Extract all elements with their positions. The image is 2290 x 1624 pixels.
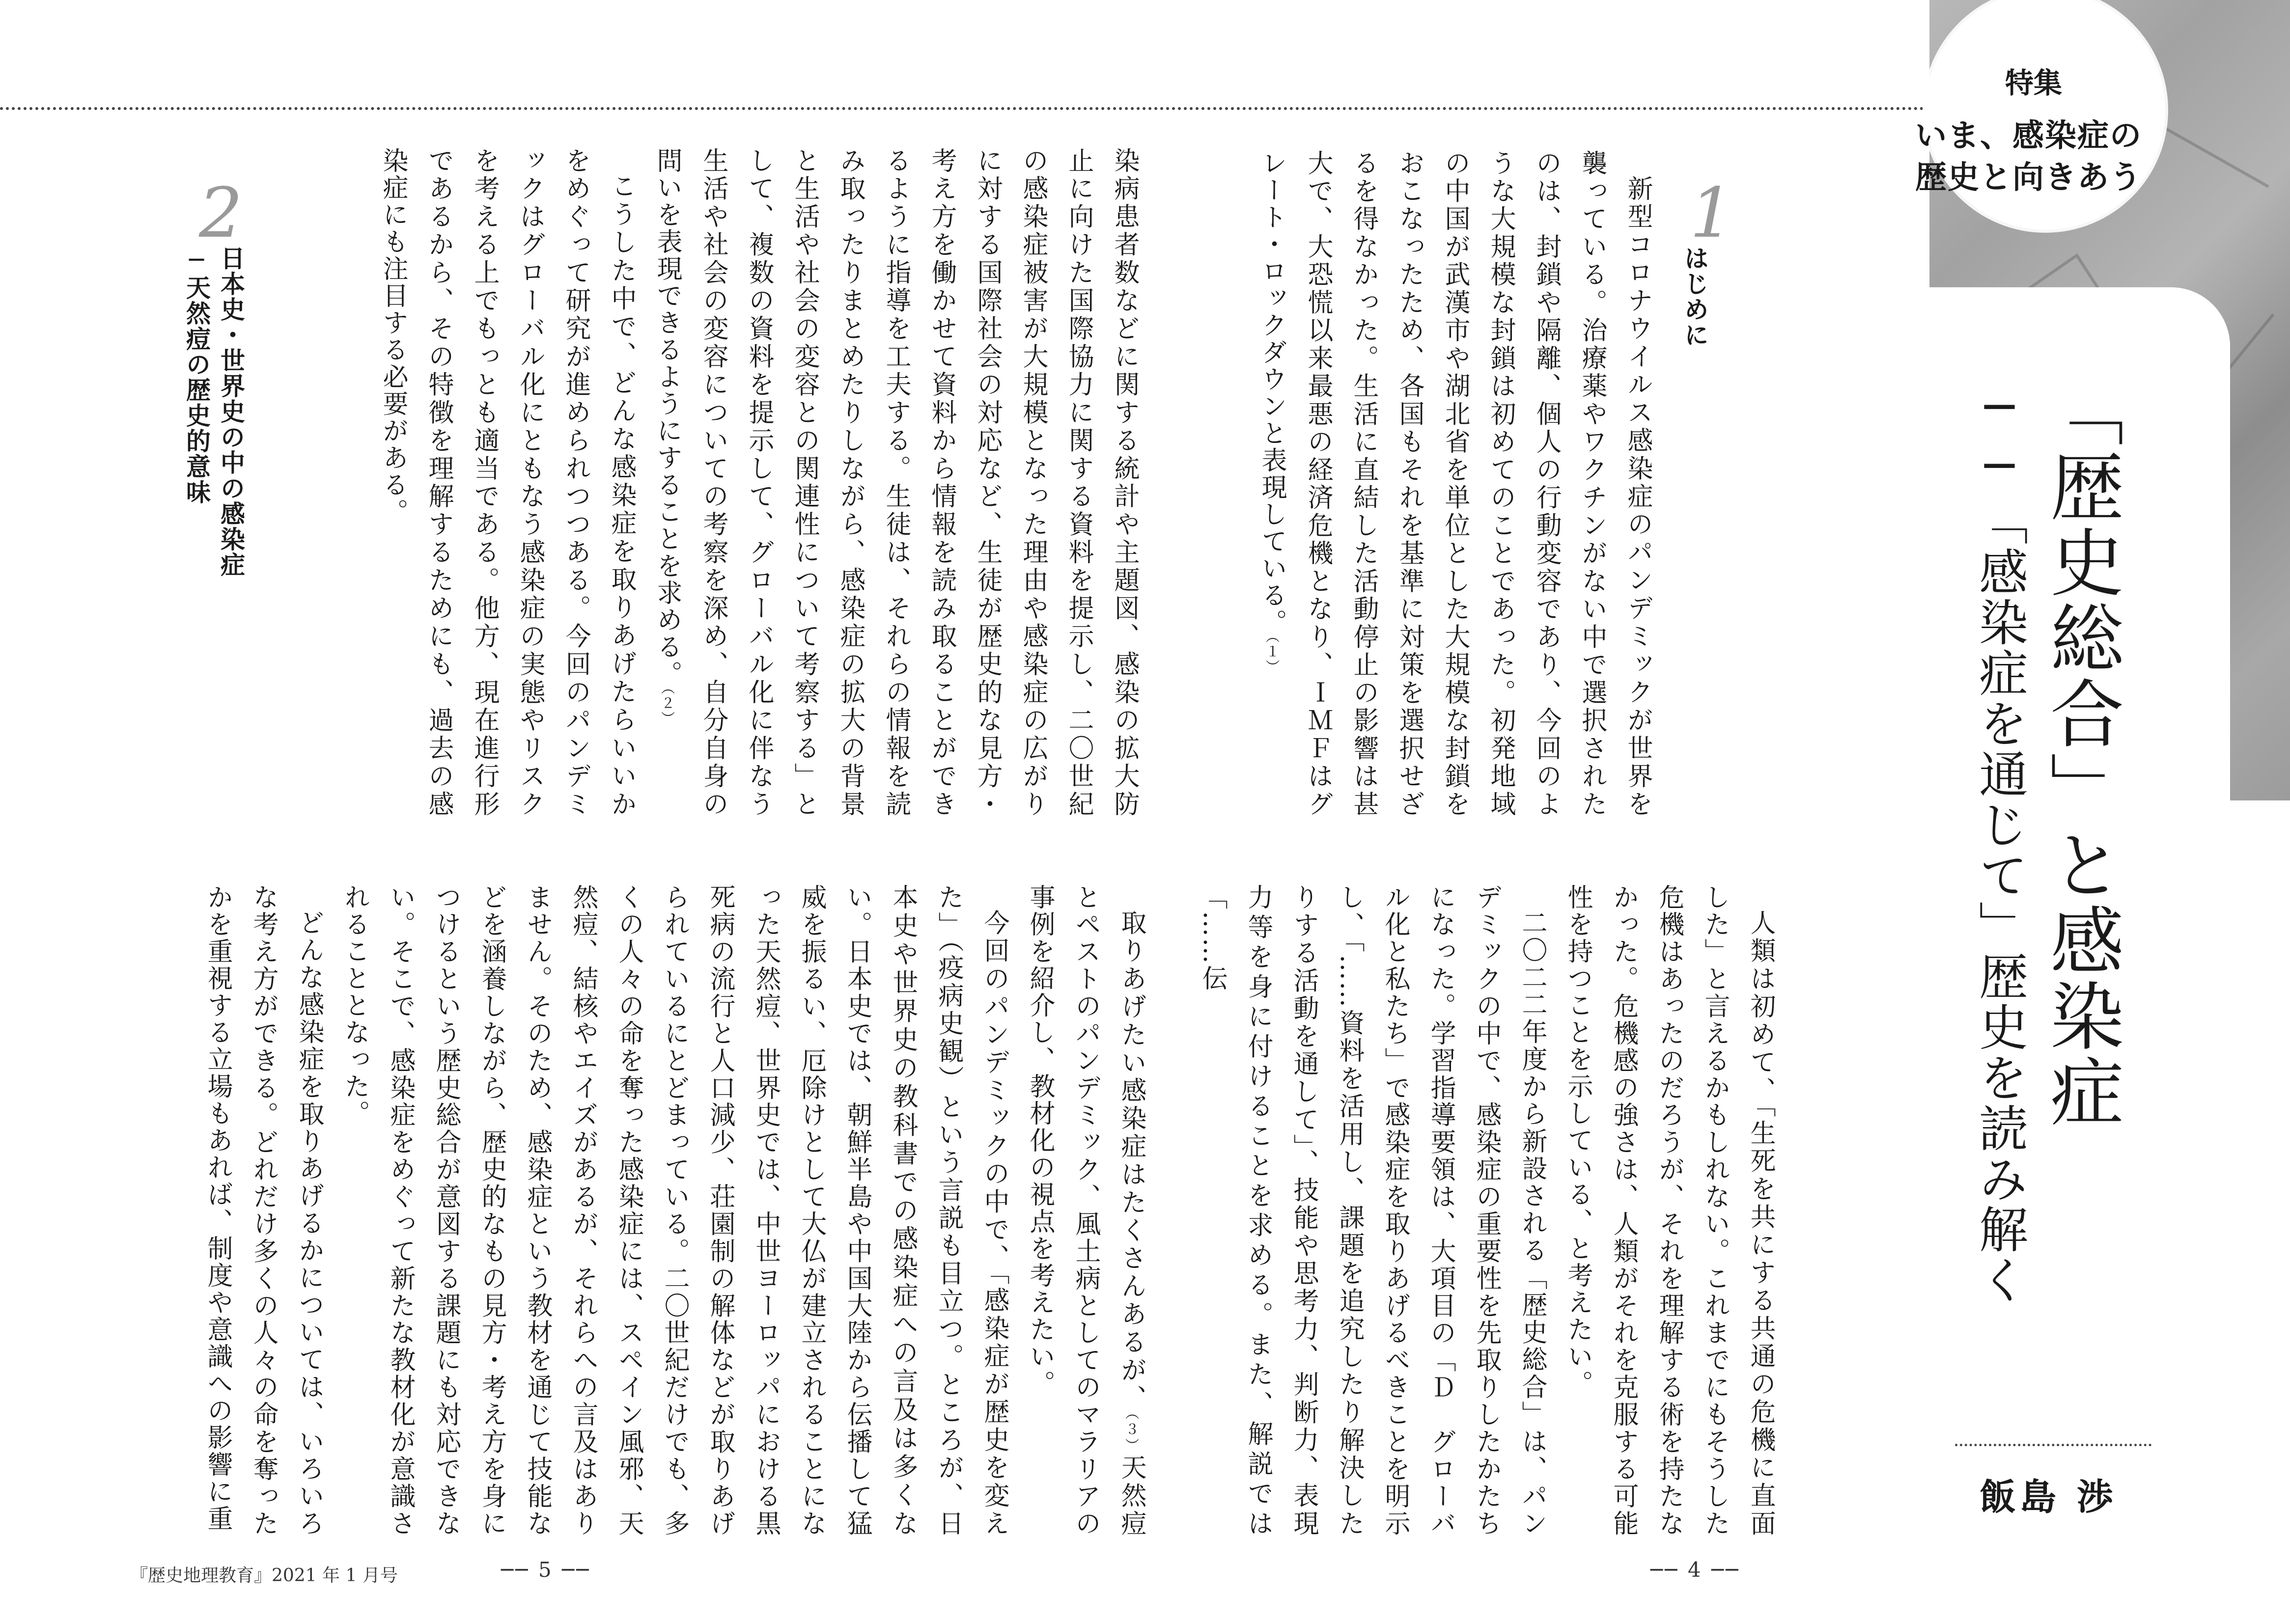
- paragraph: 取りあげたい感染症はたくさんあるが、（３）天然痘とペストのパンデミック、風土病としてのマラリアの事例を紹介し、教材化の視点を考えたい。: [1025, 884, 1146, 1538]
- page-number-right: ── 4 ──: [1650, 1558, 1740, 1582]
- feature-badge: 特集: [2005, 66, 2062, 100]
- footnote-ref: （２）: [659, 688, 675, 726]
- section-1-number: 1: [1690, 173, 1734, 253]
- paragraph: 新型コロナウイルス感染症のパンデミックが世界を襲っている。治療薬やワクチンがない中で選択されたのは、封鎖や隔離、個人の行動変容であり、今回のような大規模な封鎖は初めてのことであった。初発地域の中国が武漢市や湖北省を単位とした大規模な封鎖をおこなったため、各国もそれを基準に対策を選択せざるを得なかった。生活に直結した活動停止の影響は甚大で、大恐慌以来最悪の経済危機となり、ＩＭＦはグレート・ロックダウンと表現している。（１）: [1257, 150, 1652, 818]
- page-number-left: ── 5 ──: [501, 1558, 591, 1582]
- paragraph: どんな感染症を取りあげるかについては、いろいろな考え方ができる。どれだけ多くの人々の命を奪ったかを重視する立場もあれば、制度や意識への影響に重: [203, 884, 324, 1538]
- text-block-page4-upper: [1257, 150, 1660, 818]
- text-block-page4-lower: [1198, 884, 1783, 1537]
- section-1-title: はじめに: [1680, 246, 1709, 348]
- author-rule: [1955, 1444, 2151, 1446]
- article-subtitle: ──「感染症を通じて」歴史を読み解く: [1971, 378, 2028, 1305]
- text-block-page5-upper: [297, 147, 1147, 818]
- section-2-number: 2: [199, 173, 243, 253]
- journal-name: 『歴史地理教育』2021 年 1 月号: [130, 1566, 398, 1586]
- author-name: 飯島 渉: [1980, 1476, 2117, 1518]
- feature-theme-line2: 歴史と向きあう: [1915, 160, 2142, 196]
- header-rule: [0, 107, 1930, 110]
- paragraph: 染病患者数などに関する統計や主題図、感染の拡大防止に向けた国際協力に関する資料を提示し、二〇世紀の感染症被害が大規模となった理由や感染症の広がりに対する国際社会の対応など、生徒が歴史的な見方・考え方を働かせて資料から情報を読み取ることができるように指導を工夫する。生徒は、それらの情報を読み取ったりまとめたりしながら、感染症の拡大の背景と生活や社会の変容との関連性について考察する」として、複数の資料を提示して、グローバル化に伴なう生活や社会の変容についての考察を深め、自分自身の問いを表現できるようにすることを求める。（２）: [652, 147, 1139, 818]
- paragraph: こうした中で、どんな感染症を取りあげたらいいかをめぐって研究が進められつつある。今回のパンデミックはグローバル化にともなう感染症の実態やリスクを考える上でもっとも適当である。他方、現在進行形であるから、その特徴を理解するためにも、過去の感染症にも注目する必要がある。: [378, 147, 636, 818]
- section-2-title: 日本史･世界史の中の感染症: [217, 246, 245, 578]
- paragraph: 二〇二二年度から新設される「歴史総合」は、パンデミックの中で、感染症の重要性を先取りしたかたちになった。学習指導要領は、大項目の「Ｄ グローバル化と私たち」で感染症を取りあげるべきことを明示し、「……資料を活用し、課題を追究したり解決したりする活動を通して」、技能や思考力、判断力、表現力等を身に付けることを求める。また、解説では「……伝: [1198, 884, 1547, 1537]
- paragraph: 今回のパンデミックの中で、「感染症が歴史を変えた」（疫病史観）という言説も目立つ。ところが、日本史や世界史の教科書での感染症への言及は多くない。日本史では、朝鮮半島や中国大陸から伝播して猛威を振るい、厄除けとして大仏が建立されることになった天然痘、世界史では、中世ヨーロッパにおける黒死病の流行と人口減少、荘園制の解体などが取りあげられているにとどまっている。二〇世紀だけでも、多くの人々の命を奪った感染症には、スペイン風邪、天然痘、結核やエイズがあるが、それらへの言及はありません。そのため、感染症という教材を通じて技能などを涵養しながら、歴史的なもの見方・考え方を身につけるという歴史総合が意図する課題にも対応できない。そこで、感染症をめぐって新たな教材化が意識されることとなった。: [340, 884, 1009, 1538]
- footnote-ref: （１）: [1264, 636, 1280, 675]
- section-2-title-sub: ─天然痘の歴史的意味: [182, 246, 211, 505]
- paragraph: 人類は初めて、「生死を共にする共通の危機に直面した」と言えるかもしれない。これまでにもそうした危機はあったのだろうが、それを理解する術を持たなかった。危機感の強さは、人類がそれを克服する可能性を持つことを示している、と考えたい。: [1563, 884, 1775, 1537]
- text-block-page5-lower: [130, 884, 1154, 1537]
- footnote-ref: （３）: [1123, 1412, 1140, 1455]
- feature-theme-line1: いま、感染症の: [1915, 118, 2142, 154]
- article-title: 「歴史総合」と感染症: [2038, 373, 2123, 1129]
